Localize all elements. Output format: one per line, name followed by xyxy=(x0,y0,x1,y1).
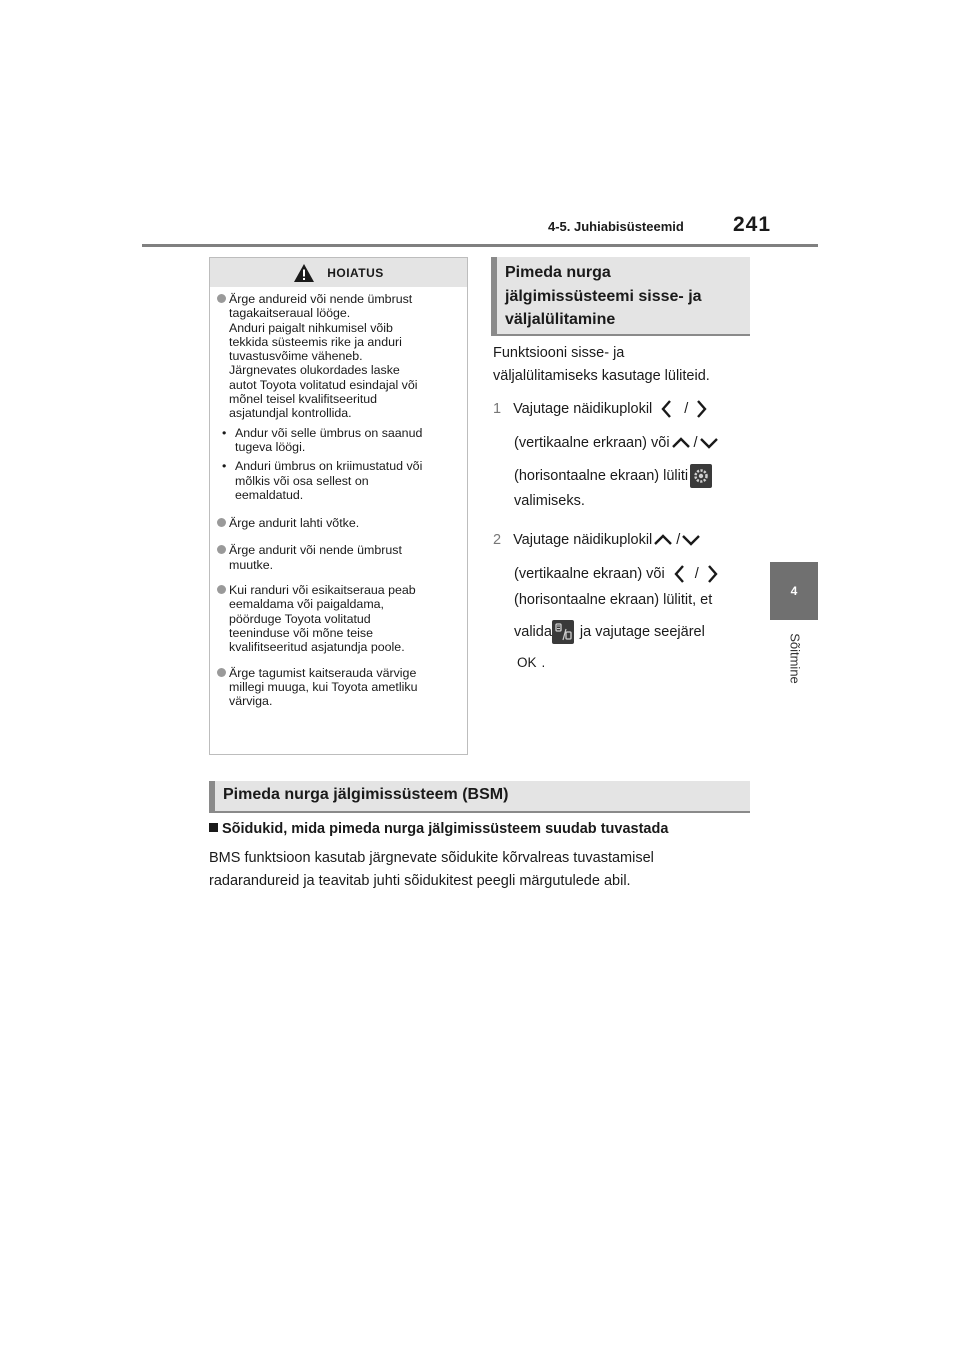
step2-line5 xyxy=(517,655,545,670)
warning-sub-item xyxy=(217,426,462,455)
step2-slash: / xyxy=(676,532,681,548)
section-heading-onoff xyxy=(491,257,750,336)
warning-sub-item xyxy=(217,459,462,502)
step1-line3 xyxy=(514,464,712,488)
step1-line4: valimiseks. xyxy=(514,493,585,509)
step2-line3: (horisontaalne ekraan) lülitit, et xyxy=(514,592,713,608)
ok-label: OK xyxy=(517,655,537,670)
bullet-dot-icon xyxy=(217,294,226,303)
header-divider xyxy=(142,244,818,247)
warning-triangle-icon xyxy=(293,263,315,283)
bullet-dot-icon xyxy=(217,545,226,554)
warning-sub-text: Anduri ümbrus on kriimustatud või mõlkis või osa sellest on eemaldatud. xyxy=(235,459,423,502)
section-heading-bsm xyxy=(209,781,750,813)
step1-line2 xyxy=(514,432,720,454)
warning-bullet-text: Kui randuri või esikaitseraua peab eemaldama või paigaldama, pöörduge Toyota volitatud teeninduse või mõne teise kvalifitseeritud asjatundja poole. xyxy=(229,583,416,655)
square-bullet-icon xyxy=(209,823,218,832)
step1-line1 xyxy=(493,398,712,420)
gear-icon xyxy=(690,464,712,488)
bsm-paragraph: BMS funktsioon kasutab järgnevate sõidukite kõrvalreas tuvastamisel radarandureid ja teavitab juhti sõidukitest peegli märgutulede abil. xyxy=(209,850,654,889)
warning-bullet xyxy=(217,516,462,530)
warning-bullet xyxy=(217,543,462,572)
step1-text2: (vertikaalne erkraan) või xyxy=(514,435,670,451)
step1-text3: (horisontaalne ekraan) lüliti xyxy=(514,468,689,484)
chevron-left-icon xyxy=(656,398,678,420)
step2-text2: (vertikaalne ekraan) või xyxy=(514,566,665,582)
chevron-right-icon xyxy=(690,398,712,420)
section-heading-bsm-text: Pimeda nurga jälgimissüsteem (BSM) xyxy=(223,786,509,803)
step2-number: 2 xyxy=(493,532,502,548)
step1-text1: Vajutage näidikuplokil xyxy=(513,401,653,417)
step2-line1 xyxy=(493,529,702,551)
chevron-down-icon xyxy=(680,529,702,551)
warning-sub-text: Andur või selle ümbrus on saanud tugeva löögi. xyxy=(235,425,423,454)
step2-text4a: valida xyxy=(514,624,552,640)
warning-body xyxy=(217,292,462,717)
chapter-tab: 4 xyxy=(770,562,818,620)
chapter-label xyxy=(780,628,810,692)
bsm-subheading-text: Sõidukid, mida pimeda nurga jälgimissüsteem suudab tuvastada xyxy=(222,821,669,837)
sub-bullet-icon: • xyxy=(222,459,227,474)
bullet-dot-icon xyxy=(217,585,226,594)
step2-text4b: ja vajutage seejärel xyxy=(579,624,705,640)
step2-end: . xyxy=(541,655,546,670)
warning-bullet xyxy=(217,292,462,421)
warning-bullet xyxy=(217,666,462,709)
section-heading-onoff-text: Pimeda nurga jälgimissüsteemi sisse- ja väljalülitamine xyxy=(505,264,702,328)
section-header: 4-5. Juhiabisüsteemid xyxy=(548,219,684,234)
warning-title: HOIATUS xyxy=(327,265,384,280)
bullet-dot-icon xyxy=(217,668,226,677)
step2-text1: Vajutage näidikuplokil xyxy=(513,532,653,548)
chevron-up-icon xyxy=(670,432,692,454)
warning-bullet xyxy=(217,583,462,654)
warning-box xyxy=(209,257,468,755)
chevron-up-icon xyxy=(652,529,674,551)
bsm-icon xyxy=(552,620,574,644)
step2-line2 xyxy=(514,563,723,585)
step2-line4 xyxy=(514,620,705,644)
warning-bullet-text: Ärge tagumist kaitserauda värvige millegi muuga, kui Toyota ametliku värviga. xyxy=(229,665,418,709)
bullet-dot-icon xyxy=(217,518,226,527)
step1-slash: / xyxy=(684,401,689,417)
bsm-subheading xyxy=(209,821,668,837)
warning-bullet-text: Ärge andureid või nende ümbrust tagakaitseraual lööge. Anduri paigalt nihkumisel võib tekkida süsteemis rike ja anduri tuvastusvõime väheneb. Järgnevates olukordades laske autot Toyota volitatud esindajal või mõnel teisel kvalifitseeritud asjatundjal kontrollida. xyxy=(229,292,418,421)
warning-bullet-text: Ärge andurit lahti võtke. xyxy=(229,516,360,531)
warning-bullet-text: Ärge andurit või nende ümbrust muutke. xyxy=(229,543,402,572)
step1-number: 1 xyxy=(493,401,502,417)
sub-bullet-icon: • xyxy=(222,425,227,440)
chevron-down-icon xyxy=(698,432,720,454)
chevron-right-icon xyxy=(701,563,723,585)
chevron-left-icon xyxy=(669,563,691,585)
step1-slash2: / xyxy=(693,435,698,451)
warning-header xyxy=(210,258,467,287)
step2-slash2: / xyxy=(694,566,699,582)
page-number: 241 xyxy=(733,213,772,236)
chapter-label-text: Sõitmine xyxy=(787,633,803,684)
intro-text: Funktsiooni sisse- ja väljalülitamiseks kasutage lüliteid. xyxy=(493,345,710,384)
